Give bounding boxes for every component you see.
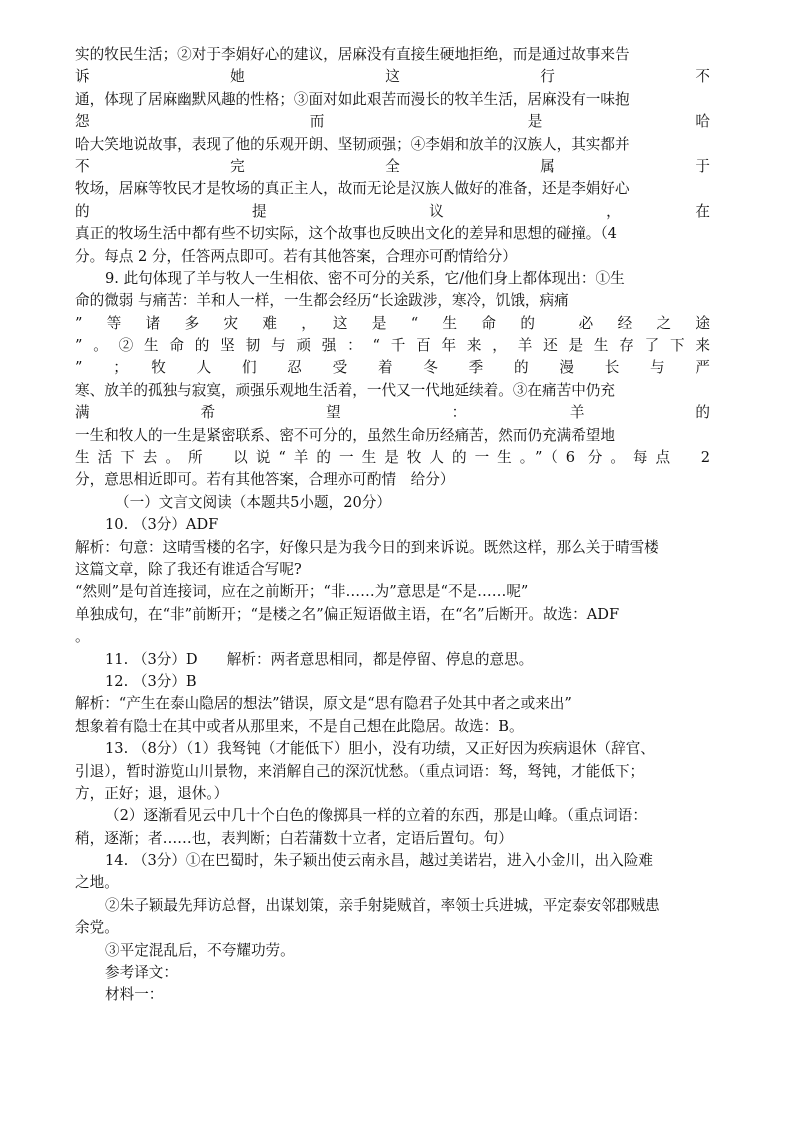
text-line: 实的牧民生活；②对于李娟好心的建议，居麻没有直接生硬地拒绝，而是通过故事来告 xyxy=(75,46,630,63)
text-line: 12. （3分）B xyxy=(105,672,197,690)
text-line: ②朱子颖最先拜访总督，出谋划策，亲手射毙贼首，率领士兵进城，平定泰安邻郡贼患 xyxy=(105,896,660,914)
text-line: ” ； 牧 人 们 忍 受 着 冬 季 的 漫 长 与 严 xyxy=(75,359,710,377)
text-line: 通，体现了居麻幽默风趣的性格；③面对如此艰苦而漫长的牧羊生活，居麻没有一味抱 xyxy=(75,90,630,108)
text-line: 13. （8分）（1）我驽钝（才能低下）胆小，没有功绩，又正好因为疾病退休（辞官、 xyxy=(105,740,655,758)
text-line: ③平定混乱后，不夸耀功劳。 xyxy=(105,941,295,959)
text-line: 生活下去。所 以说“羊的一生是牧人的一生。”（6 分。每点 2 xyxy=(75,449,710,467)
text-line: 真正的牧场生活中都有些不切实际，这个故事也反映出文化的差异和思想的碰撞。（4 xyxy=(75,225,617,243)
text-line: 想象着有隐士在其中或者从那里来，不是自己想在此隐居。故选：B。 xyxy=(75,717,524,735)
text-line: 这篇文章，除了我还有谁适合写呢? xyxy=(75,560,302,578)
text-line: 9. 此句体现了羊与牧人一生相依、密不可分的关系，它/他们身上都体现出：①生 xyxy=(105,269,625,287)
text-line: 哈大笑地说故事，表现了他的乐观开朗、坚韧顽强；④李娟和放羊的汉族人，其实都并 xyxy=(75,135,630,153)
text-line: 牧场，居麻等牧民才是牧场的真正主人，故而无论是汉族人做好的准备，还是李娟好心 xyxy=(75,180,630,198)
text-line: 寒、放羊的孤独与寂寞，顽强乐观地生活着，一代又一代地延续着。③在痛苦中仍充 xyxy=(75,381,615,399)
text-line: 怨 而 是 哈 xyxy=(75,113,710,131)
text-line: 之地。 xyxy=(75,874,119,892)
text-line: 解析：句意：这晴雪楼的名字，好像只是为我今日的到来诉说。既然这样，那么关于晴雪楼 xyxy=(75,538,659,556)
text-line: 。 xyxy=(75,628,90,646)
text-line: 的 提 议 ， 在 xyxy=(75,202,710,220)
text-line: 不 完 全 属 于 xyxy=(75,157,710,175)
section-heading: （一）文言文阅读（本题共5小题，20分） xyxy=(115,493,391,511)
document-page xyxy=(75,44,710,1007)
text-line: 分。每点 2 分，任答两点即可。若有其他答案，合理亦可酌情给分） xyxy=(75,247,517,265)
text-line: 命的微弱 与痛苦：羊和人一样，一生都会经历“长途跋涉，寒冷，饥饿，病痛 xyxy=(75,292,569,310)
text-line: 参考译文： xyxy=(105,964,178,982)
text-line: 11. （3分）D 解析：两者意思相同，都是停留、停息的意思。 xyxy=(105,650,534,668)
text-line: 一生和牧人的一生是紧密联系、密不可分的，虽然生命历经痛苦，然而仍充满希望地 xyxy=(75,426,615,444)
text-line: 余党。 xyxy=(75,919,119,937)
text-line: 10. （3分）ADF xyxy=(105,516,219,534)
text-line: 方，正好；退，退休。） xyxy=(75,784,229,802)
text-line: 14. （3分）①在巴蜀时，朱子颖出使云南永昌，越过美诺岩，进入小金川，出入险难 xyxy=(105,852,653,870)
text-line: 分，意思相近即可。若有其他答案，合理亦可酌情 给分） xyxy=(75,471,455,489)
text-line: 材料一： xyxy=(105,986,164,1004)
text-line: 诉 她 这 行 不 xyxy=(75,68,710,86)
text-line: 引退），暂时游览山川景物，来消解自己的深沉忧愁。（重点词语：驽，驽钝，才能低下； xyxy=(75,762,645,780)
text-line: 稍，逐渐；者……也，表判断；白若蒲数十立者，定语后置句。句） xyxy=(75,829,513,847)
text-line: 解析：“产生在泰山隐居的想法”错误，原文是“思有隐君子处其中者之或来出” xyxy=(75,695,572,713)
text-line: （2）逐渐看见云中几十个白色的像掷具一样的立着的东西，那是山峰。（重点词语： xyxy=(105,807,647,825)
text-line: 满 希 望 ： 羊 的 xyxy=(75,404,710,422)
text-line: ” 等 诸 多 灾 难 ， 这 是 “ 生 命 的 必 经 之 途 xyxy=(75,314,710,332)
text-line: ”。②生命的坚韧与顽强：“千百年来，羊还是生存了下来 xyxy=(75,337,710,355)
text-line: 单独成句，在“非”前断开；“是楼之名”偏正短语做主语，在“名”后断开。故选：ADF xyxy=(75,605,620,623)
text-line: “然则”是句首连接词，应在之前断开；“非……为”意思是“不是……呢” xyxy=(75,583,529,601)
